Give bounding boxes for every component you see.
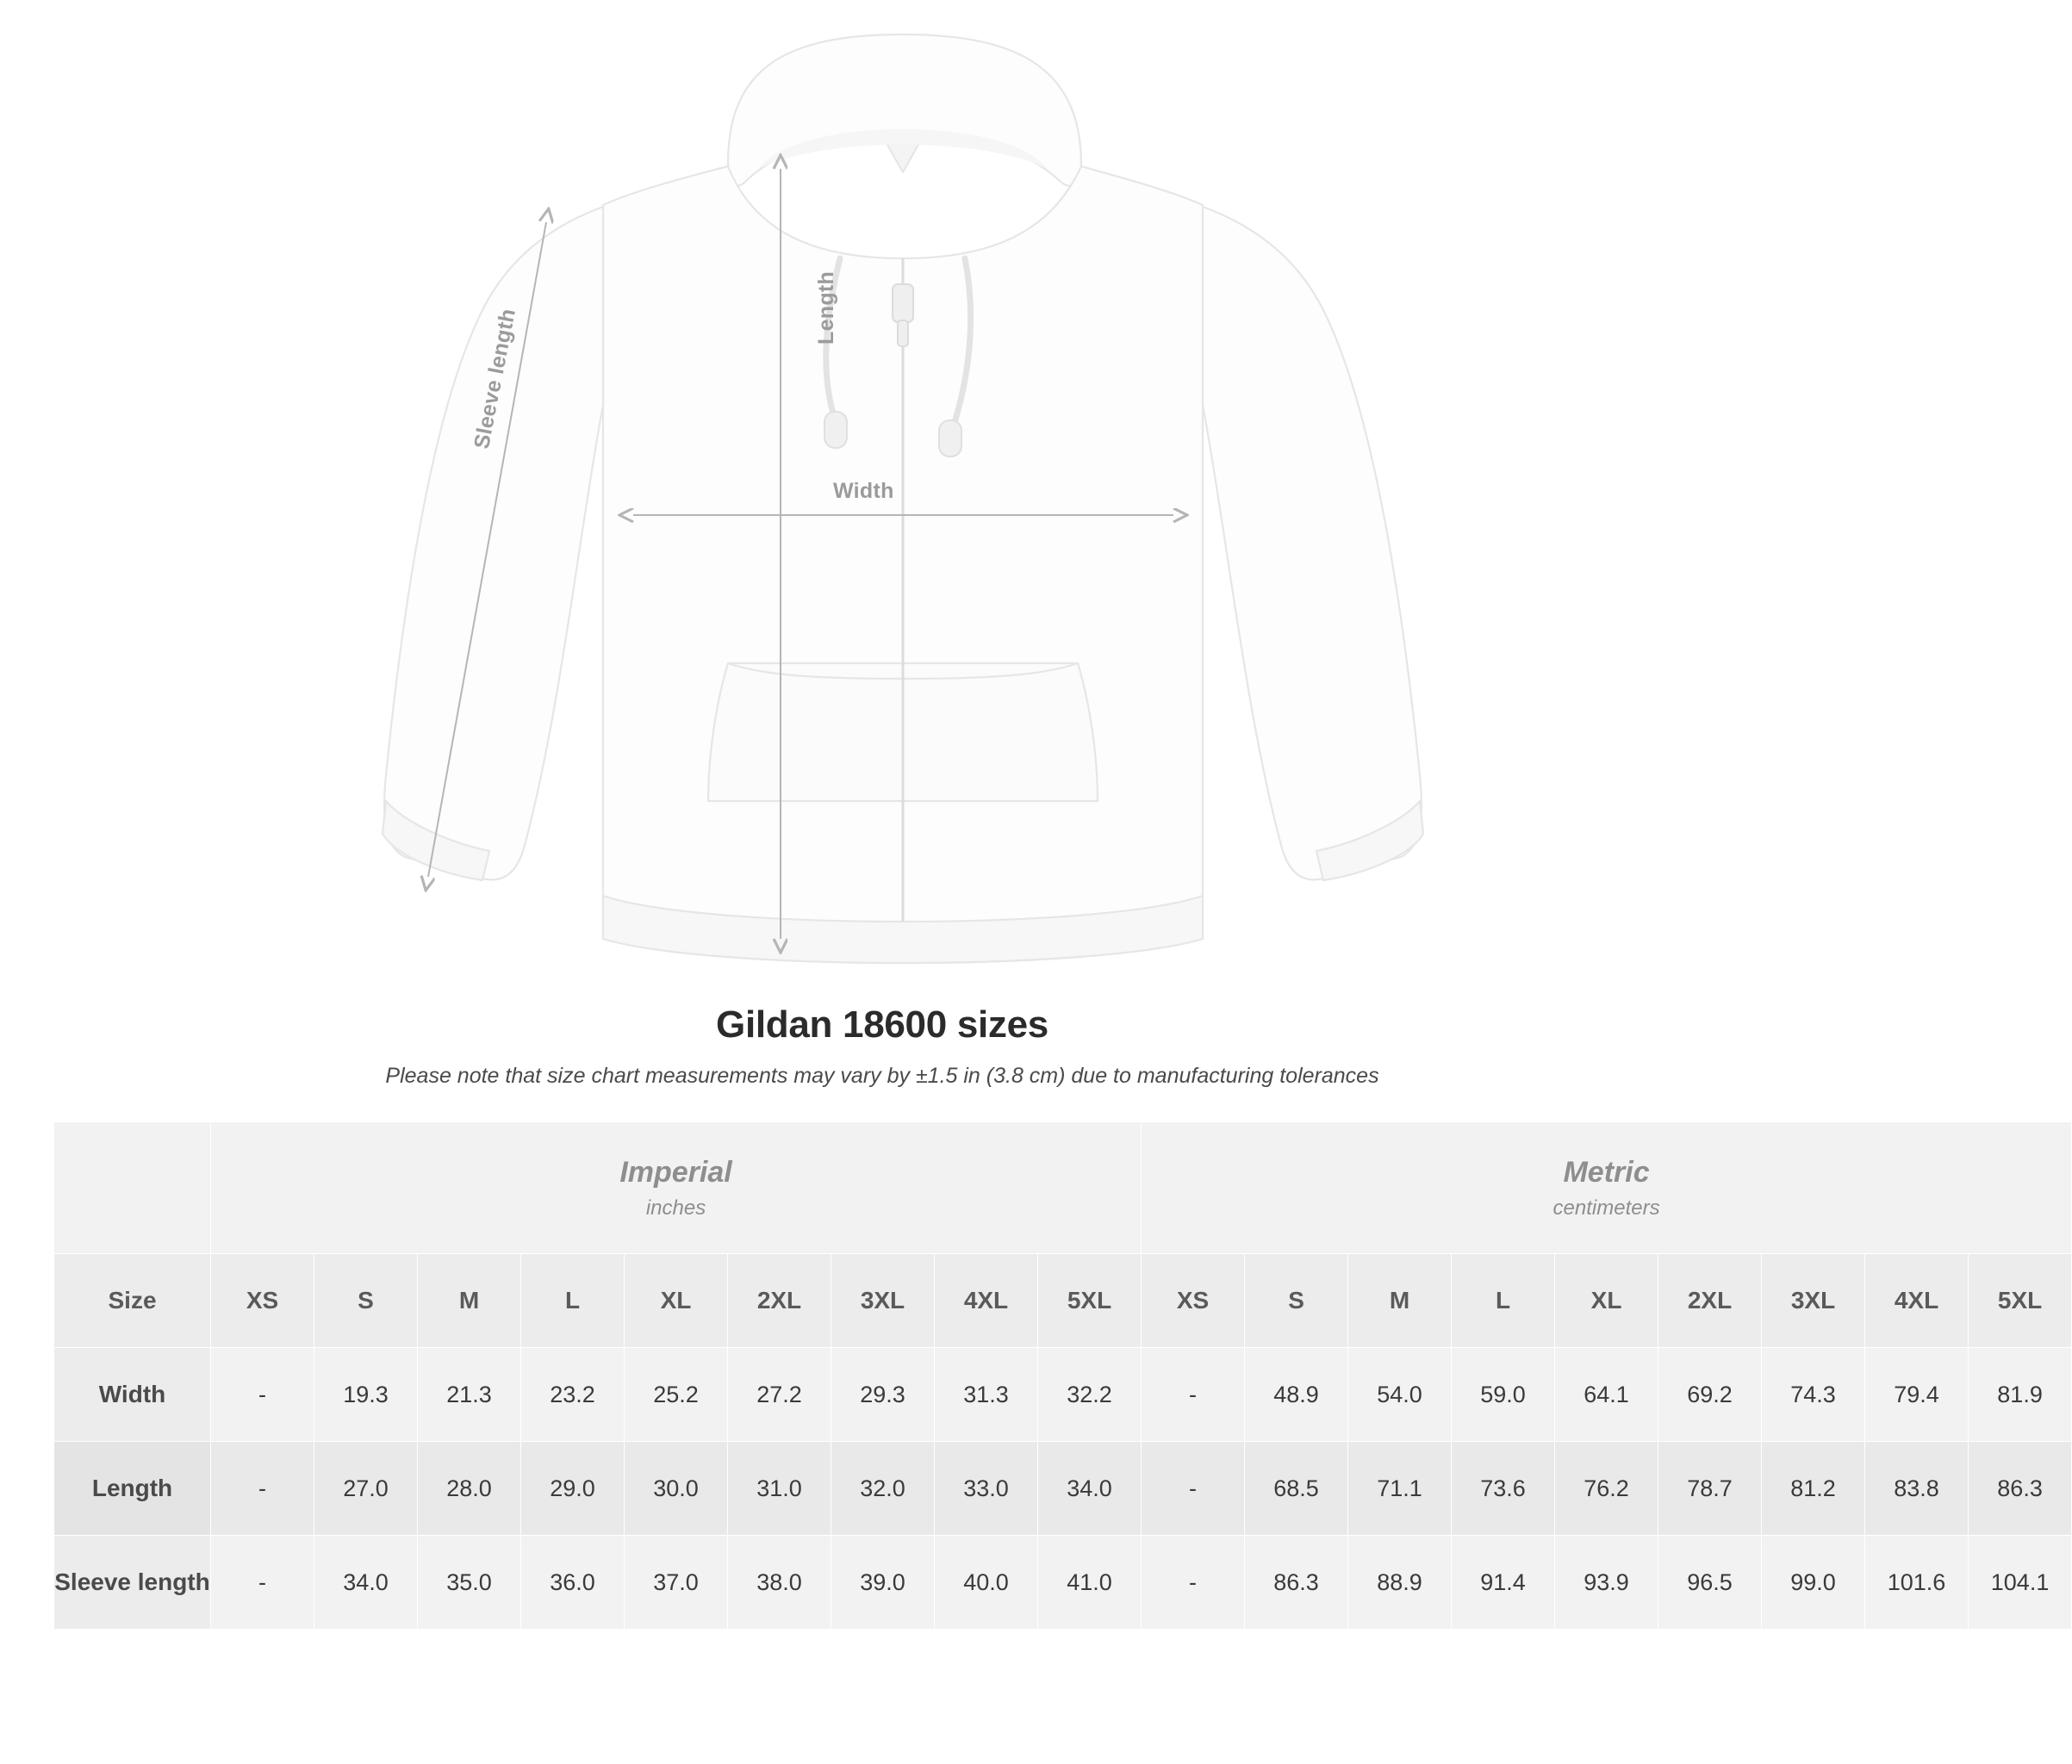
cell-sleeve-metric-xl: 93.9 [1555,1536,1658,1630]
cell-length-metric-s: 68.5 [1245,1442,1348,1536]
size-table [53,1121,2072,1630]
cell-width-imperial-s: 19.3 [314,1348,418,1442]
table-row [54,1536,2072,1630]
cell-width-imperial-5xl: 32.2 [1038,1348,1142,1442]
cell-sleeve-imperial-5xl: 41.0 [1038,1536,1142,1630]
size-header-imperial-3xl: 3XL [831,1254,935,1348]
cell-width-metric-4xl: 79.4 [1865,1348,1969,1442]
unit-header-imperial [211,1122,1142,1254]
cell-length-imperial-xs: - [211,1442,314,1536]
garment-illustration [0,0,1764,995]
cell-length-metric-xl: 76.2 [1555,1442,1658,1536]
row-label-width: Width [54,1348,211,1442]
cell-length-imperial-5xl: 34.0 [1038,1442,1142,1536]
table-row [54,1442,2072,1536]
cell-width-imperial-2xl: 27.2 [728,1348,831,1442]
size-header-metric-xs: XS [1142,1254,1245,1348]
cell-sleeve-imperial-xs: - [211,1536,314,1630]
cell-width-metric-xl: 64.1 [1555,1348,1658,1442]
cell-length-metric-2xl: 78.7 [1658,1442,1762,1536]
cell-length-metric-5xl: 86.3 [1969,1442,2072,1536]
cell-length-imperial-4xl: 33.0 [935,1442,1038,1536]
table-corner-cell [54,1122,211,1254]
cell-length-metric-3xl: 81.2 [1762,1442,1865,1536]
size-header-metric-3xl: 3XL [1762,1254,1865,1348]
page-title: Gildan 18600 sizes [716,1003,1048,1046]
unit-header-row [54,1122,2072,1254]
unit-name-imperial: Imperial [619,1155,732,1189]
label-width: Width [833,479,894,503]
cell-width-metric-xs: - [1142,1348,1245,1442]
cell-width-metric-l: 59.0 [1452,1348,1555,1442]
size-header-imperial-2xl: 2XL [728,1254,831,1348]
cell-length-imperial-xl: 30.0 [625,1442,728,1536]
cell-length-metric-4xl: 83.8 [1865,1442,1969,1536]
size-table-wrapper [53,1121,2050,1630]
size-header-imperial-5xl: 5XL [1038,1254,1142,1348]
size-header-imperial-xs: XS [211,1254,314,1348]
size-label: Size [54,1254,211,1348]
cell-length-imperial-l: 29.0 [521,1442,625,1536]
cell-sleeve-imperial-2xl: 38.0 [728,1536,831,1630]
size-header-imperial-4xl: 4XL [935,1254,1038,1348]
size-header-imperial-m: M [418,1254,521,1348]
size-header-metric-xl: XL [1555,1254,1658,1348]
size-header-metric-s: S [1245,1254,1348,1348]
cell-sleeve-imperial-s: 34.0 [314,1536,418,1630]
size-header-metric-4xl: 4XL [1865,1254,1969,1348]
cell-width-metric-s: 48.9 [1245,1348,1348,1442]
cell-sleeve-metric-l: 91.4 [1452,1536,1555,1630]
cell-sleeve-metric-xs: - [1142,1536,1245,1630]
cell-length-imperial-s: 27.0 [314,1442,418,1536]
cell-width-imperial-4xl: 31.3 [935,1348,1038,1442]
cell-length-imperial-2xl: 31.0 [728,1442,831,1536]
title-block [0,1003,1764,1089]
cell-sleeve-metric-2xl: 96.5 [1658,1536,1762,1630]
cell-sleeve-metric-s: 86.3 [1245,1536,1348,1630]
cell-sleeve-imperial-3xl: 39.0 [831,1536,935,1630]
size-header-imperial-xl: XL [625,1254,728,1348]
cell-sleeve-imperial-l: 36.0 [521,1536,625,1630]
size-header-metric-5xl: 5XL [1969,1254,2072,1348]
size-header-metric-2xl: 2XL [1658,1254,1762,1348]
cell-sleeve-imperial-m: 35.0 [418,1536,521,1630]
cell-width-metric-5xl: 81.9 [1969,1348,2072,1442]
cell-length-imperial-m: 28.0 [418,1442,521,1536]
table-row [54,1348,2072,1442]
size-header-row [54,1254,2072,1348]
cell-length-metric-l: 73.6 [1452,1442,1555,1536]
cell-width-imperial-xs: - [211,1348,314,1442]
cell-length-imperial-3xl: 32.0 [831,1442,935,1536]
tolerance-note: Please note that size chart measurements may vary by ±1.5 in (3.8 cm) due to manufacturing tolerances [385,1064,1379,1088]
cell-length-metric-m: 71.1 [1348,1442,1452,1536]
cell-width-metric-2xl: 69.2 [1658,1348,1762,1442]
size-header-metric-l: L [1452,1254,1555,1348]
cell-width-metric-m: 54.0 [1348,1348,1452,1442]
label-length: Length [814,270,838,345]
size-header-metric-m: M [1348,1254,1452,1348]
cell-sleeve-metric-m: 88.9 [1348,1536,1452,1630]
cell-width-imperial-m: 21.3 [418,1348,521,1442]
unit-sub-metric: centimeters [1552,1196,1660,1220]
size-header-imperial-l: L [521,1254,625,1348]
cell-width-imperial-3xl: 29.3 [831,1348,935,1442]
cell-width-imperial-xl: 25.2 [625,1348,728,1442]
size-header-imperial-s: S [314,1254,418,1348]
cell-sleeve-metric-3xl: 99.0 [1762,1536,1865,1630]
unit-header-metric [1142,1122,2072,1254]
cell-sleeve-metric-4xl: 101.6 [1865,1536,1969,1630]
row-label-length: Length [54,1442,211,1536]
cell-width-metric-3xl: 74.3 [1762,1348,1865,1442]
cell-length-metric-xs: - [1142,1442,1245,1536]
cell-sleeve-imperial-4xl: 40.0 [935,1536,1038,1630]
unit-name-metric: Metric [1563,1155,1650,1189]
row-label-sleeve-length: Sleeve length [54,1536,211,1630]
label-sleeve-length: Sleeve length [470,306,520,451]
unit-sub-imperial: inches [645,1196,706,1220]
cell-width-imperial-l: 23.2 [521,1348,625,1442]
cell-sleeve-imperial-xl: 37.0 [625,1536,728,1630]
cell-sleeve-metric-5xl: 104.1 [1969,1536,2072,1630]
